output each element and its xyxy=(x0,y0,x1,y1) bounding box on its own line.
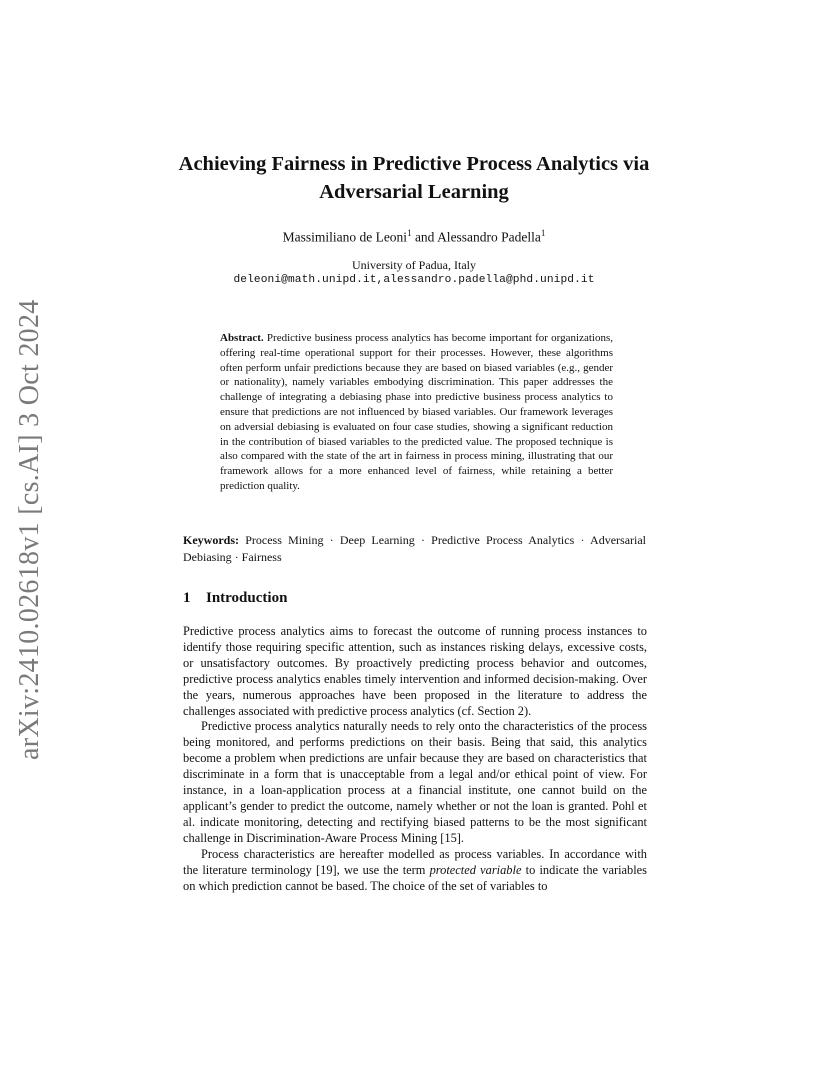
keywords-text: Process Mining · Deep Learning · Predictive Process Analytics · Adversarial Debiasing · Fairness xyxy=(183,533,647,564)
abstract xyxy=(220,331,613,494)
author-conjunction: and xyxy=(411,229,438,245)
paragraph: Predictive process analytics aims to forecast the outcome of running process instances to identify those requiring specific attention, such as instances risking delays, excessive costs, or unsatisfactory outcomes. By proactively predicting process behavior and outcomes, predictive process analytics enables timely intervention and informed decision-making. Over the years, numerous approaches have been proposed in the literature to address the challenges associated with predictive process analytics (cf. Section 2). xyxy=(183,624,647,718)
paragraph: Predictive process analytics naturally needs to rely onto the characteristics of the process being monitored, and performs predictions on their basis. Being that said, this analytics become a problem when predictions are unfair because they are based on characteristics that discriminate in a form that is unacceptable from a legal and/or ethical point of view. For instance, in a loan-application process at a financial institute, one cannot build on the applicant’s gender to predict the outcome, namely whether or not the loan is granted. Pohl et al. indicate monitoring, detecting and rectifying biased patterns to be the most significant challenge in Discrimination-Aware Process Mining [15]. xyxy=(183,719,647,845)
paper-title-line-2: Adversarial Learning xyxy=(319,181,509,203)
abstract-text: Predictive business process analytics has become important for organizations, offering real-time operational support for their processes. However, these algorithms often perform unfair predictions because they are based on biased variables (e.g., gender or nationality), namely variables embodying discrimination. This paper addresses the challenge of integrating a debiasing phase into predictive business process analytics to ensure that predictions are not influenced by biased variables. Our framework leverages on adversial debiasing is evaluated on four case studies, showing a significant reduction in the contribution of biased variables to the predicted value. The proposed technique is also compared with the state of the art in fairness in process mining, illustrating that our framework allows for a more enhanced level of fairness, while retaining a better prediction quality. xyxy=(220,332,613,492)
affiliation-mark: 1 xyxy=(407,228,412,238)
introduction-body xyxy=(183,624,647,894)
author-name: Alessandro Padella xyxy=(437,229,541,245)
paragraph-text: Process characteristics are hereafter modelled as process variables. In accordance with the literature terminology [19], we use the term xyxy=(183,846,647,877)
abstract-label: Abstract. xyxy=(220,332,264,344)
author-affiliation: University of Padua, Italy xyxy=(352,258,476,272)
section-number: 1 xyxy=(183,590,191,606)
emphasized-term: protected variable xyxy=(429,862,522,877)
paper-title-line-1: Achieving Fairness in Predictive Process Analytics via xyxy=(178,153,650,175)
arxiv-identifier-stamp: arXiv:2410.02618v1 [cs.AI] 3 Oct 2024 xyxy=(14,299,45,760)
author-emails: deleoni@math.unipd.it,alessandro.padella@phd.unipd.it xyxy=(233,274,595,286)
paragraph-text: to indicate the variables on which prediction cannot be based. The choice of the set of variables to xyxy=(183,862,647,893)
section-title: Introduction xyxy=(206,590,288,606)
section-heading-introduction xyxy=(183,590,646,607)
author-name: Massimiliano de Leoni xyxy=(282,229,408,245)
author-list xyxy=(160,228,668,246)
affiliation-mark: 1 xyxy=(540,228,546,238)
keywords-label: Keywords: xyxy=(183,533,239,547)
keywords xyxy=(183,532,646,566)
paper-title xyxy=(160,150,668,206)
paragraph xyxy=(183,847,647,895)
